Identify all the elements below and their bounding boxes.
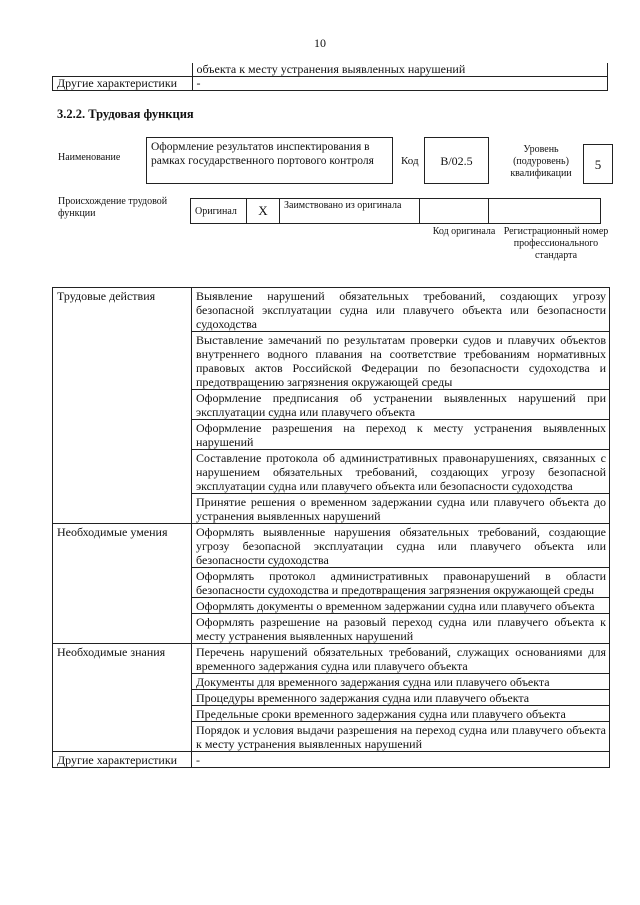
other-characteristics-label: Другие характеристики xyxy=(53,77,193,91)
other-characteristics-value: - xyxy=(192,77,608,91)
requirement-item: Оформление разрешения на переход к месту устранения выявленных нарушений xyxy=(192,420,610,450)
origin-label: Происхождение трудовой функции xyxy=(58,196,168,219)
original-label: Оригинал xyxy=(191,199,247,224)
table-row xyxy=(53,644,610,674)
category-label: Другие характеристики xyxy=(53,752,192,768)
requirement-item: Процедуры временного задержания судна или плавучего объекта xyxy=(192,690,610,706)
requirement-item: Оформлять протокол административных правонарушений в области безопасности судоходства и предотвращения загрязнения окружающей среды xyxy=(192,568,610,598)
requirement-item: Выставление замечаний по результатам проверки судов и плавучих объектов внутреннего водного плавания на соответствие требованиям нормативных правовых актов Российской Федерации по безопасности судоходства и предотвращению загрязнения окружающей среды xyxy=(192,332,610,390)
requirement-item: Оформление предписания об устранении выявленных нарушений при эксплуатации судна или плавучего объекта xyxy=(192,390,610,420)
requirement-item: Принятие решения о временном задержании судна или плавучего объекта до устранения выявленных нарушений xyxy=(192,494,610,524)
requirement-item: Предельные сроки временного задержания судна или плавучего объекта xyxy=(192,706,610,722)
borrowed-label: Заимствовано из оригинала xyxy=(280,199,420,224)
requirement-item: Оформлять выявленные нарушения обязательных требований, создающие угрозу безопасной эксплуатации судна или плавучего объекта или безопасности судоходства xyxy=(192,524,610,568)
table-row xyxy=(53,524,610,568)
requirement-item: Выявление нарушений обязательных требований, создающих угрозу безопасной эксплуатации судна или плавучего объекта или безопасности судоходства xyxy=(192,288,610,332)
labor-function-table xyxy=(52,287,610,768)
requirement-item: Порядок и условия выдачи разрешения на переход судна или плавучего объекта к месту устранения выявленных нарушений xyxy=(192,722,610,752)
category-label: Необходимые знания xyxy=(53,644,192,752)
category-label: Трудовые действия xyxy=(53,288,192,524)
function-name-box: Оформление результатов инспектирования в рамках государственного портового контроля xyxy=(146,137,393,184)
empty-cell xyxy=(53,63,193,77)
section-heading: 3.2.2. Трудовая функция xyxy=(57,107,194,121)
code-box: B/02.5 xyxy=(424,137,489,184)
origin-table xyxy=(190,198,601,224)
table-row xyxy=(53,77,608,91)
prev-text-cell: объекта к месту устранения выявленных нарушений xyxy=(192,63,608,77)
requirement-item: - xyxy=(192,752,610,768)
table-row xyxy=(53,752,610,768)
table-row xyxy=(191,199,601,224)
name-label: Наименование xyxy=(58,152,121,163)
original-mark: X xyxy=(247,199,280,224)
table-row xyxy=(53,63,608,77)
requirement-item: Оформлять документы о временном задержании судна или плавучего объекта xyxy=(192,598,610,614)
table-row xyxy=(53,288,610,332)
page-number: 10 xyxy=(314,36,326,50)
code-label: Код xyxy=(401,155,419,167)
requirement-item: Документы для временного задержания судна или плавучего объекта xyxy=(192,674,610,690)
original-code-cell xyxy=(420,199,489,224)
requirement-item: Оформлять разрешение на разовый переход судна или плавучего объекта к месту устранения выявленных нарушений xyxy=(192,614,610,644)
requirement-item: Перечень нарушений обязательных требований, служащих основаниями для временного задержания судна или плавучего объекта xyxy=(192,644,610,674)
category-label: Необходимые умения xyxy=(53,524,192,644)
reg-number-caption: Регистрационный номер профессионального стандарта xyxy=(503,226,609,261)
continuation-table xyxy=(52,63,608,91)
level-box: 5 xyxy=(583,144,613,184)
reg-number-cell xyxy=(489,199,601,224)
level-label: Уровень (подуровень) квалификации xyxy=(510,144,572,179)
original-code-caption: Код оригинала xyxy=(432,226,496,237)
requirement-item: Составление протокола об административных правонарушениях, связанных с нарушением обязательных требований, создающих угрозу безопасной эксплуатации судна или плавучего объекта или безопасности судоходства xyxy=(192,450,610,494)
